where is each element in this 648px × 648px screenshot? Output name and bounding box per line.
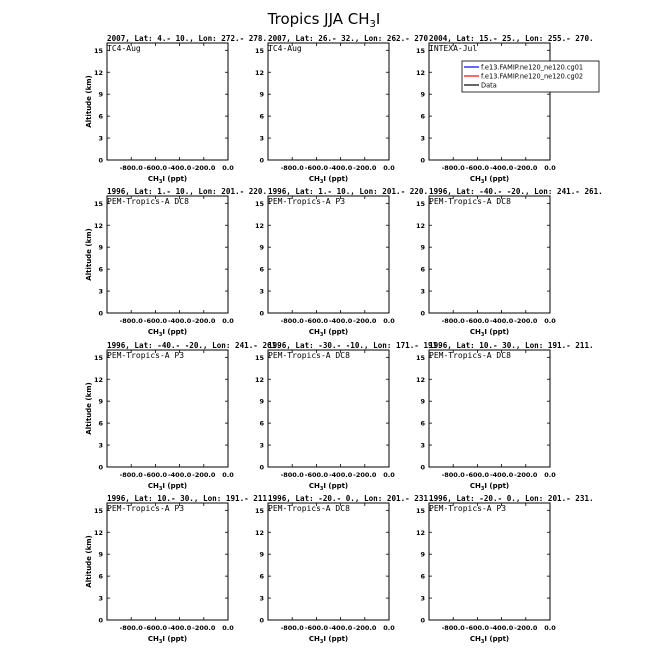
y-tick-label: 6 [259,419,264,428]
y-tick-label: 0 [420,616,425,625]
x-tick-label: -400.0 [489,471,514,479]
y-tick-label: 9 [98,243,103,252]
y-tick-label: 9 [259,243,264,252]
x-tick-label: -800.0 [441,317,465,325]
legend-label: Data [481,81,497,90]
y-tick-label: 0 [420,309,425,318]
x-axis-label-suffix: I (ppt) [484,635,510,643]
x-tick-label: -200.0 [192,471,216,479]
x-axis-label-prefix: CH [469,328,481,336]
x-axis-label [470,635,509,645]
x-tick-label: -400.0 [489,317,514,325]
x-axis-label [148,482,187,492]
y-tick-label: 6 [259,112,264,121]
x-tick-label: -600.0 [143,471,168,479]
panel-header: 1996, Lat: 10.- 30., Lon: 191.- 211. [429,341,594,350]
campaign-label: PEM-Tropics-A DC8 [429,351,511,360]
x-tick-label: -600.0 [465,317,490,325]
campaign-label: PEM-Tropics-A P3 [107,351,185,360]
x-axis-label-suffix: I (ppt) [323,175,349,183]
x-tick-label: -400.0 [489,164,514,172]
y-tick-label: 3 [259,441,264,450]
x-axis-label [148,175,187,185]
x-tick-label: 0.0 [383,471,395,479]
legend-label: f.e13.FAMIP.ne120_ne120.cg02 [481,72,584,81]
x-axis-label-prefix: CH [469,175,481,183]
campaign-label: PEM-Tropics-A P3 [107,504,185,513]
panel-header: 2004, Lat: 15.- 25., Lon: 255.- 270. [429,34,594,43]
x-axis-label-subscript: 3 [480,486,485,492]
y-tick-label: 0 [259,156,264,165]
panel [255,494,433,645]
panel [255,187,428,338]
y-axis-label: Altitude (km) [85,535,93,588]
x-axis-label-suffix: I (ppt) [323,328,349,336]
y-tick-label: 15 [415,46,425,55]
x-axis-label-subscript: 3 [480,332,485,338]
x-tick-label: -200.0 [192,624,216,632]
figure-title-subscript: 3 [369,19,376,30]
panel-header: 1996, Lat: -30.- -10., Lon: 171.- 191. [268,341,442,350]
x-tick-label: -800.0 [119,624,143,632]
x-tick-label: -600.0 [143,164,168,172]
y-tick-label: 3 [420,134,425,143]
plot-frame [107,350,228,467]
y-axis-label: Altitude (km) [85,75,93,128]
x-tick-label: 0.0 [383,164,395,172]
panel-grid [85,34,603,645]
y-tick-label: 12 [93,528,103,537]
y-tick-label: 12 [415,68,425,77]
x-tick-label: -200.0 [192,317,216,325]
y-tick-label: 9 [259,550,264,559]
y-tick-label: 9 [420,243,425,252]
x-tick-label: -600.0 [304,317,329,325]
x-tick-label: 0.0 [544,317,556,325]
x-axis-label-prefix: CH [308,175,320,183]
panel-header: 2007, Lat: 26.- 32., Lon: 262.- 270. [268,34,433,43]
x-tick-label: -600.0 [143,624,168,632]
x-tick-label: -200.0 [353,624,377,632]
figure-title-suffix: I [375,10,381,28]
x-axis-label [470,328,509,338]
x-tick-label: -800.0 [280,471,304,479]
panel-header: 1996, Lat: 10.- 30., Lon: 191.- 211. [107,494,272,503]
x-axis-label [309,635,348,645]
panel-header: 1996, Lat: -40.- -20., Lon: 241.- 261. [107,341,281,350]
campaign-label: PEM-Tropics-A DC8 [107,197,189,206]
y-tick-label: 0 [420,156,425,165]
x-axis-label-prefix: CH [147,175,159,183]
y-tick-label: 0 [259,309,264,318]
x-axis-label-subscript: 3 [480,639,485,645]
x-axis-label [470,482,509,492]
x-axis-label-suffix: I (ppt) [162,635,188,643]
x-tick-label: -400.0 [328,624,353,632]
y-tick-label: 9 [98,550,103,559]
figure-title-prefix: Tropics JJA CH [267,10,370,28]
panel-header: 2007, Lat: 4.- 10., Lon: 272.- 278. [107,34,268,43]
y-tick-label: 12 [93,68,103,77]
panel [255,34,433,185]
y-tick-label: 12 [254,68,264,77]
y-tick-label: 9 [259,397,264,406]
campaign-label: TC4-Aug [107,44,141,53]
x-tick-label: -800.0 [280,317,304,325]
x-tick-label: 0.0 [222,317,234,325]
x-tick-label: -400.0 [167,164,192,172]
y-tick-label: 15 [254,353,264,362]
y-tick-label: 6 [420,419,425,428]
y-tick-label: 15 [254,199,264,208]
y-tick-label: 0 [259,463,264,472]
y-axis-label: Altitude (km) [85,228,93,281]
y-tick-label: 6 [420,112,425,121]
x-axis-label-subscript: 3 [158,332,163,338]
x-tick-label: -600.0 [465,471,490,479]
plot-frame [429,196,550,313]
x-tick-label: -400.0 [328,164,353,172]
x-axis-label-subscript: 3 [480,179,485,185]
x-tick-label: -200.0 [353,317,377,325]
x-tick-label: -200.0 [514,471,538,479]
x-tick-label: -800.0 [280,164,304,172]
y-tick-label: 0 [98,616,103,625]
y-tick-label: 12 [415,528,425,537]
x-axis-label [148,635,187,645]
x-axis-label-prefix: CH [469,635,481,643]
panel [416,341,594,492]
x-axis-label-prefix: CH [308,635,320,643]
plot-frame [429,350,550,467]
y-tick-label: 15 [254,46,264,55]
panel-header: 1996, Lat: -20.- 0., Lon: 201.- 231. [268,494,433,503]
x-axis-label [309,482,348,492]
x-axis-label-prefix: CH [308,482,320,490]
x-tick-label: -200.0 [514,317,538,325]
panel [85,341,281,492]
x-tick-label: -400.0 [167,471,192,479]
x-tick-label: -200.0 [353,471,377,479]
campaign-label: PEM-Tropics-A P3 [429,504,507,513]
y-tick-label: 9 [98,397,103,406]
x-axis-label-prefix: CH [147,635,159,643]
y-tick-label: 6 [259,572,264,581]
plot-frame [429,43,550,160]
x-tick-label: -200.0 [353,164,377,172]
x-axis-label [148,328,187,338]
panel [85,187,267,338]
y-tick-label: 6 [420,572,425,581]
y-tick-label: 6 [98,572,103,581]
y-tick-label: 3 [420,441,425,450]
x-tick-label: -800.0 [441,164,465,172]
x-axis-label-suffix: I (ppt) [484,482,510,490]
x-axis-label [309,328,348,338]
y-tick-label: 9 [420,550,425,559]
y-tick-label: 12 [415,221,425,230]
x-tick-label: 0.0 [222,624,234,632]
x-tick-label: -400.0 [328,471,353,479]
x-tick-label: -800.0 [119,317,143,325]
y-tick-label: 0 [98,156,103,165]
x-tick-label: -200.0 [514,164,538,172]
x-tick-label: -800.0 [119,164,143,172]
y-axis-label: Altitude (km) [85,382,93,435]
y-tick-label: 15 [415,506,425,515]
x-tick-label: -600.0 [304,471,329,479]
x-tick-label: -800.0 [119,471,143,479]
plot-frame [107,196,228,313]
x-axis-label-suffix: I (ppt) [162,328,188,336]
y-tick-label: 0 [259,616,264,625]
campaign-label: PEM-Tropics-A P3 [268,197,346,206]
figure-title [267,10,381,30]
x-axis-label-subscript: 3 [158,486,163,492]
x-axis-label-prefix: CH [147,328,159,336]
y-tick-label: 3 [420,594,425,603]
x-axis-label-suffix: I (ppt) [484,328,510,336]
y-tick-label: 6 [98,265,103,274]
y-tick-label: 12 [415,375,425,384]
x-axis-label-subscript: 3 [319,179,324,185]
y-tick-label: 12 [254,221,264,230]
y-tick-label: 3 [98,134,103,143]
x-axis-label-suffix: I (ppt) [162,482,188,490]
plot-frame [268,503,389,620]
x-axis-label-subscript: 3 [319,639,324,645]
y-tick-label: 12 [93,375,103,384]
y-tick-label: 3 [98,287,103,296]
x-tick-label: 0.0 [544,624,556,632]
y-tick-label: 9 [259,90,264,99]
y-tick-label: 0 [420,463,425,472]
x-tick-label: -400.0 [489,624,514,632]
panel-header: 1996, Lat: 1.- 10., Lon: 201.- 220. [268,187,429,196]
plot-frame [429,503,550,620]
x-axis-label-suffix: I (ppt) [323,482,349,490]
x-axis-label-prefix: CH [308,328,320,336]
campaign-label: PEM-Tropics-A DC8 [429,197,511,206]
legend [462,61,599,92]
plot-frame [107,503,228,620]
panel [255,341,442,492]
legend-label: f.e13.FAMIP.ne120_ne120.cg01 [481,63,584,72]
plot-frame [268,350,389,467]
x-tick-label: -400.0 [167,624,192,632]
campaign-label: INTEXA-Jul [429,44,478,53]
x-axis-label-suffix: I (ppt) [162,175,188,183]
y-tick-label: 3 [259,594,264,603]
y-tick-label: 15 [93,506,103,515]
plot-frame [268,196,389,313]
y-tick-label: 6 [98,112,103,121]
x-tick-label: 0.0 [383,317,395,325]
panel [85,34,267,185]
y-tick-label: 0 [98,463,103,472]
y-tick-label: 15 [93,199,103,208]
panel-header: 1996, Lat: 1.- 10., Lon: 201.- 220. [107,187,268,196]
x-axis-label-subscript: 3 [158,639,163,645]
x-axis-label-suffix: I (ppt) [484,175,510,183]
x-tick-label: -600.0 [143,317,168,325]
plot-frame [107,43,228,160]
y-tick-label: 3 [259,287,264,296]
y-tick-label: 15 [93,46,103,55]
panel [416,34,594,185]
y-tick-label: 9 [420,397,425,406]
x-tick-label: -200.0 [514,624,538,632]
x-tick-label: 0.0 [544,164,556,172]
y-tick-label: 3 [98,594,103,603]
y-tick-label: 6 [259,265,264,274]
y-tick-label: 9 [420,90,425,99]
y-tick-label: 0 [98,309,103,318]
x-tick-label: 0.0 [222,164,234,172]
y-tick-label: 15 [415,353,425,362]
panel-header: 1996, Lat: -40.- -20., Lon: 241.- 261. [429,187,603,196]
x-tick-label: -800.0 [441,624,465,632]
x-axis-label [470,175,509,185]
panel [416,494,594,645]
y-tick-label: 12 [93,221,103,230]
panel-header: 1996, Lat: -20.- 0., Lon: 201.- 231. [429,494,594,503]
x-tick-label: -800.0 [280,624,304,632]
x-tick-label: 0.0 [222,471,234,479]
campaign-label: PEM-Tropics-A DC8 [268,351,350,360]
y-tick-label: 3 [259,134,264,143]
y-tick-label: 15 [415,199,425,208]
x-tick-label: 0.0 [544,471,556,479]
panel [85,494,272,645]
campaign-label: TC4-Aug [268,44,302,53]
y-tick-label: 3 [98,441,103,450]
x-tick-label: -800.0 [441,471,465,479]
y-tick-label: 6 [98,419,103,428]
x-axis-label-prefix: CH [147,482,159,490]
x-axis-label-subscript: 3 [319,332,324,338]
y-tick-label: 15 [93,353,103,362]
panel [416,187,603,338]
y-tick-label: 15 [254,506,264,515]
x-tick-label: -200.0 [192,164,216,172]
campaign-label: PEM-Tropics-A DC8 [268,504,350,513]
x-axis-label-prefix: CH [469,482,481,490]
x-axis-label-suffix: I (ppt) [323,635,349,643]
y-tick-label: 9 [98,90,103,99]
plot-frame [268,43,389,160]
x-tick-label: -600.0 [465,164,490,172]
x-tick-label: 0.0 [383,624,395,632]
x-axis-label-subscript: 3 [319,486,324,492]
x-axis-label [309,175,348,185]
x-tick-label: -600.0 [465,624,490,632]
x-tick-label: -600.0 [304,624,329,632]
x-axis-label-subscript: 3 [158,179,163,185]
y-tick-label: 12 [254,528,264,537]
y-tick-label: 12 [254,375,264,384]
y-tick-label: 6 [420,265,425,274]
y-tick-label: 3 [420,287,425,296]
x-tick-label: -600.0 [304,164,329,172]
x-tick-label: -400.0 [167,317,192,325]
x-tick-label: -400.0 [328,317,353,325]
